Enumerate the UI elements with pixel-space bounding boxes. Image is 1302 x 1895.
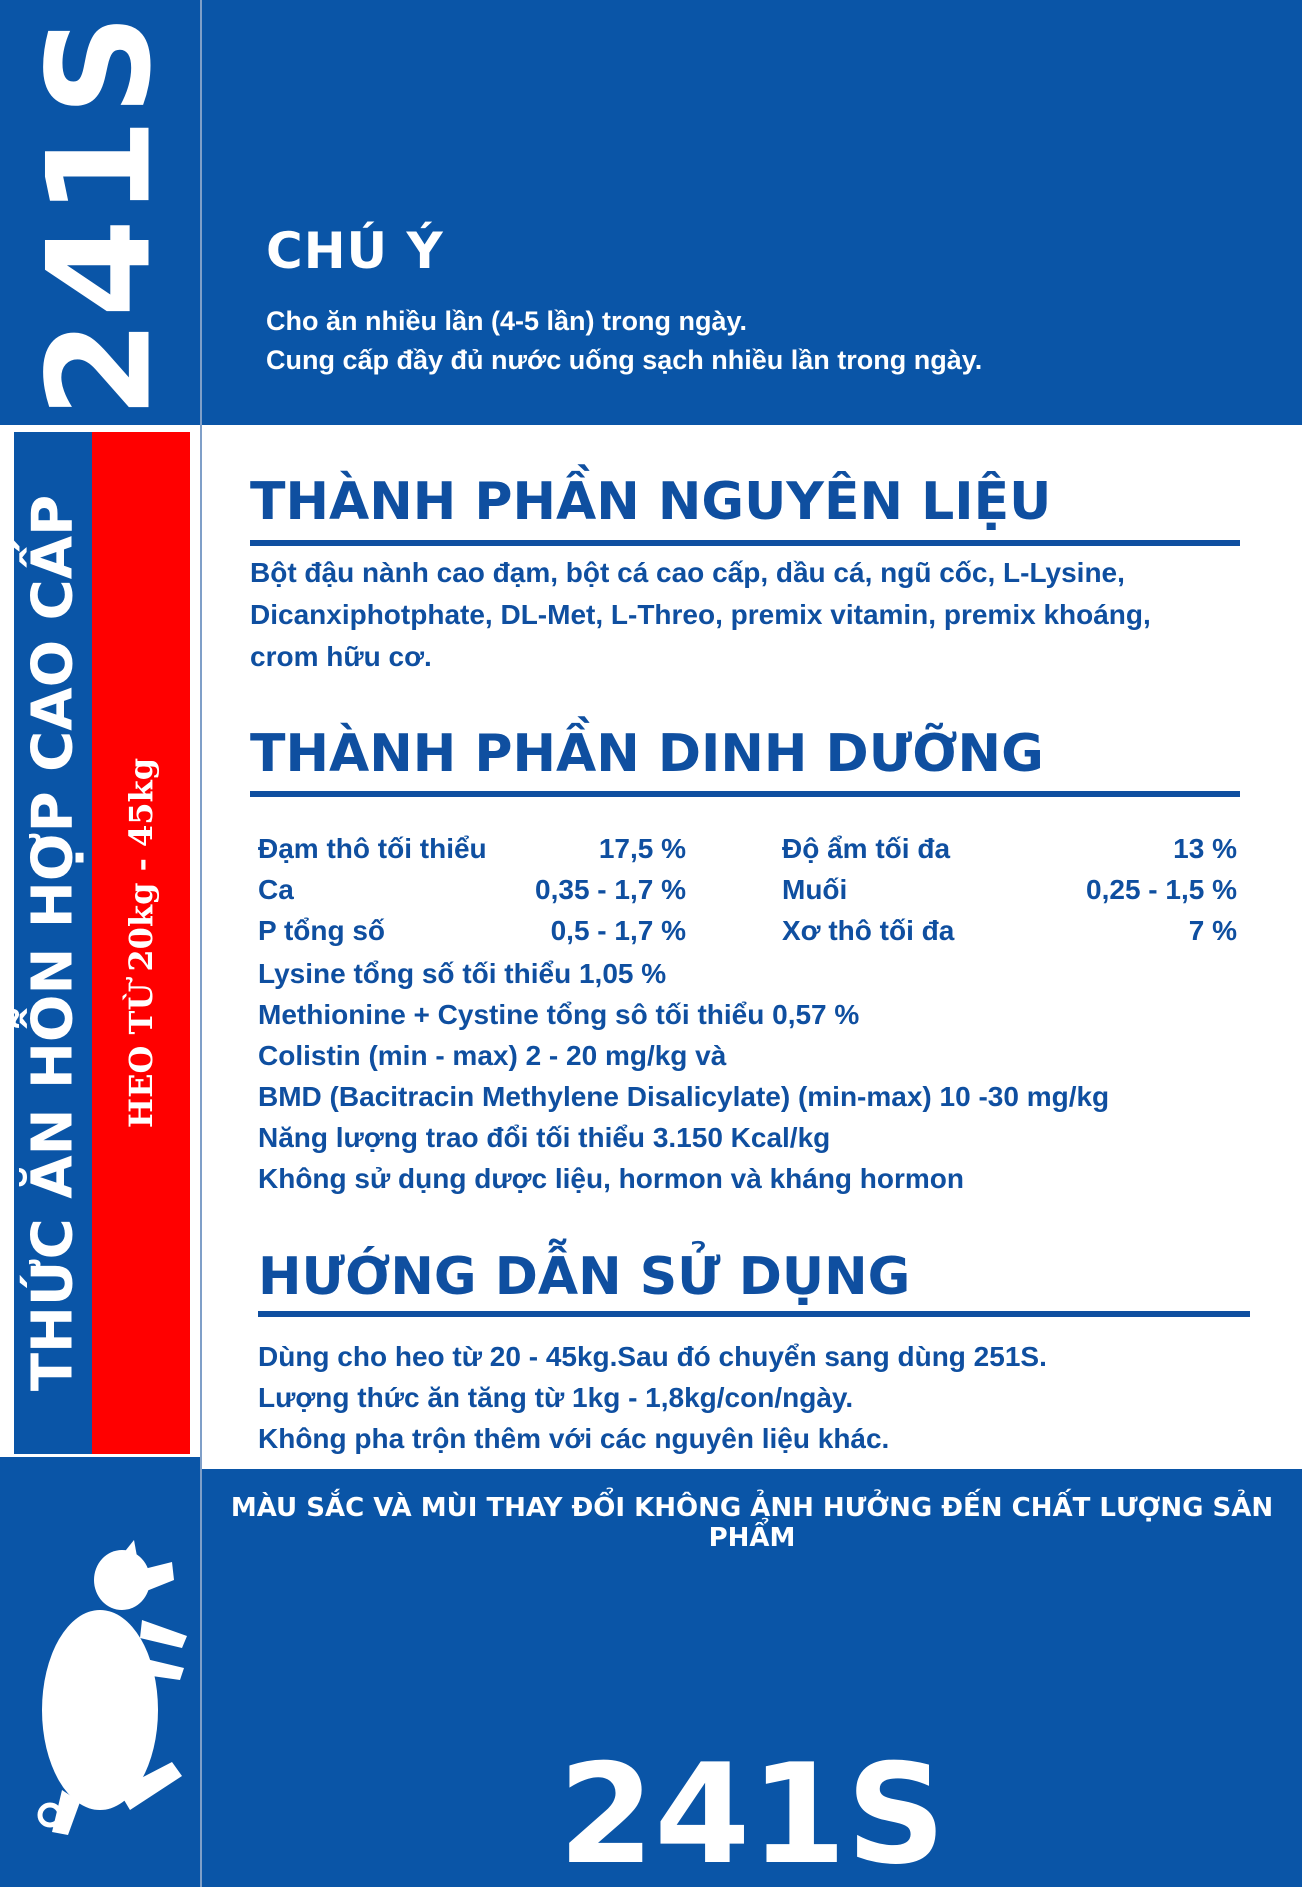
nutrition-line: Không sử dụng dược liệu, hormon và kháng hormon (258, 1163, 965, 1194)
notice-title: CHÚ Ý (266, 222, 444, 280)
ingredients-text (250, 552, 1270, 678)
side-subtitle-text: HEO TỪ 20kg - 45kg (122, 757, 160, 1129)
nutrition-rule (250, 791, 1240, 797)
nutrition-title: THÀNH PHẦN DINH DƯỠNG (250, 724, 1044, 784)
nutrient-label: P tổng số (258, 915, 386, 946)
usage-line: Không pha trộn thêm với các nguyên liệu khác. (258, 1423, 890, 1454)
side-title-text: THỨC ĂN HỖN HỢP CAO CẤP (20, 494, 86, 1392)
nutrition-line: Methionine + Cystine tổng sô tối thiểu 0,57 % (258, 999, 860, 1030)
usage-title: HƯỚNG DẪN SỬ DỤNG (258, 1247, 911, 1307)
notice-line: Cung cấp đầy đủ nước uống sạch nhiều lần trong ngày. (266, 345, 983, 375)
usage-rule (258, 1311, 1250, 1317)
nutrient-label: Độ ẩm tối đa (782, 833, 951, 864)
ingredients-rule (250, 540, 1240, 546)
disclaimer-text: MÀU SẮC VÀ MÙI THAY ĐỔI KHÔNG ẢNH HƯỞNG ĐẾN CHẤT LƯỢNG SẢN PHẨM (230, 1493, 1274, 1553)
product-code-bottom: 241S (558, 1734, 946, 1895)
nutrient-value: 13 % (1173, 833, 1237, 864)
nutrient-label: Đạm thô tối thiểu (258, 833, 487, 864)
nutrition-line: BMD (Bacitracin Methylene Disalicylate) (min-max) 10 -30 mg/kg (258, 1081, 1110, 1112)
pig-silhouette-icon (22, 1540, 192, 1840)
usage-text (258, 1336, 1278, 1459)
nutrient-value: 0,25 - 1,5 % (1086, 874, 1237, 905)
product-code-vertical (17, 11, 183, 419)
nutrient-value: 0,5 - 1,7 % (550, 915, 686, 946)
side-subtitle (92, 432, 190, 1454)
nutrient-value: 7 % (1188, 915, 1237, 946)
nutrition-line: Colistin (min - max) 2 - 20 mg/kg và (258, 1040, 727, 1071)
nutrient-label: Muối (782, 874, 848, 905)
side-title (14, 432, 92, 1454)
nutrition-line: Lysine tổng số tối thiểu 1,05 % (258, 958, 667, 989)
usage-line: Lượng thức ăn tăng từ 1kg - 1,8kg/con/ngày. (258, 1382, 854, 1413)
ingredients-line: Bột đậu nành cao đạm, bột cá cao cấp, dầu cá, ngũ cốc, L-Lysine, (250, 557, 1125, 588)
nutrient-value: 0,35 - 1,7 % (535, 874, 686, 905)
ingredients-line: Dicanxiphotphate, DL-Met, L-Threo, premix vitamin, premix khoáng, (250, 599, 1151, 630)
nutrient-label: Ca (258, 874, 294, 905)
nutrient-value: 17,5 % (598, 833, 686, 864)
usage-line: Dùng cho heo từ 20 - 45kg.Sau đó chuyển sang dùng 251S. (258, 1341, 1047, 1372)
ingredients-title: THÀNH PHẦN NGUYÊN LIỆU (250, 472, 1052, 532)
nutrition-details (258, 953, 1278, 1199)
nutrition-line: Năng lượng trao đổi tối thiểu 3.150 Kcal/kg (258, 1122, 831, 1153)
ingredients-line: crom hữu cơ. (250, 641, 432, 672)
notice-line: Cho ăn nhiều lần (4-5 lần) trong ngày. (266, 306, 748, 336)
product-code-vertical-text: 241S (17, 11, 183, 419)
nutrient-label: Xơ thô tối đa (782, 915, 955, 946)
